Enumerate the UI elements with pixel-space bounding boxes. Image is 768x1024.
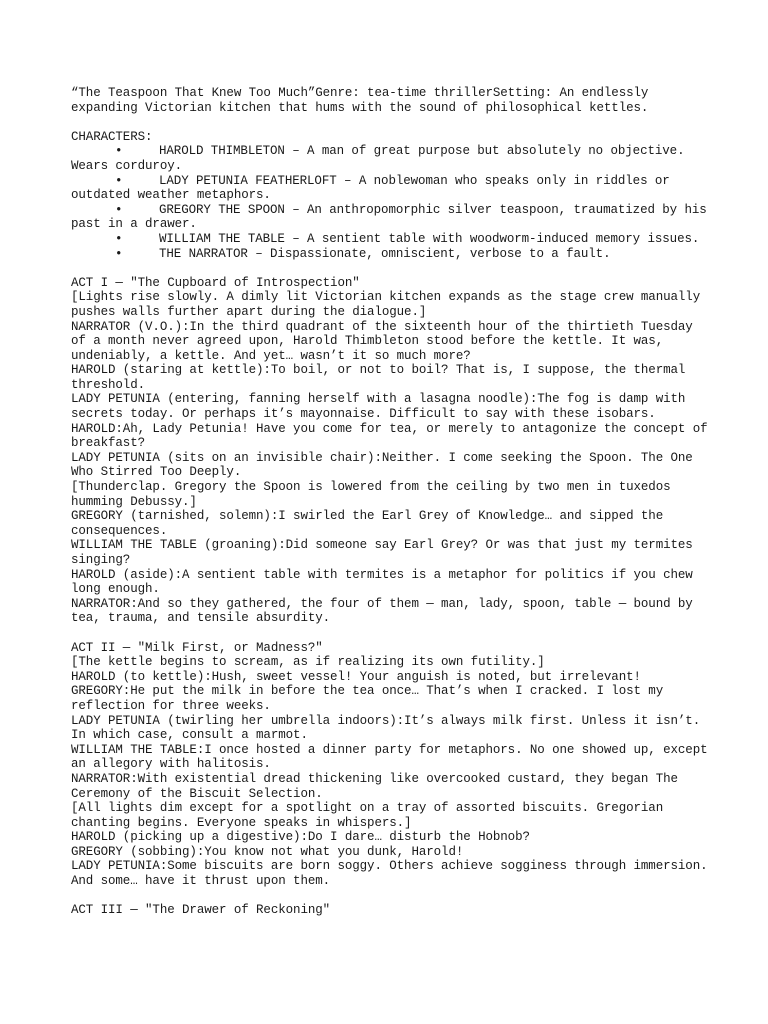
character-text: LADY PETUNIA FEATHERLOFT – A noblewoman who speaks only in riddles or outdated weather metaphors. — [71, 173, 670, 203]
character-item — [71, 203, 708, 232]
script-line: LADY PETUNIA (twirling her umbrella indoors):It’s always milk first. Unless it isn’t. In which case, consult a marmot. — [71, 713, 701, 743]
character-item — [71, 232, 708, 247]
script-line: LADY PETUNIA (entering, fanning herself with a lasagna noodle):The fog is damp with secrets today. Or perhaps it’s mayonnaise. Difficult to say with these isobars. — [71, 392, 686, 422]
script-line: NARRATOR (V.O.):In the third quadrant of the sixteenth hour of the thirtieth Tuesday of a month never agreed upon, Harold Thimbleton stood before the kettle. It was, undeniably, a kettle. And yet… wasn’t it so much more? — [71, 319, 693, 363]
script-line: WILLIAM THE TABLE (groaning):Did someone say Earl Grey? Or was that just my termites singing? — [71, 538, 693, 567]
character-text: GREGORY THE SPOON – An anthropomorphic silver teaspoon, traumatized by his past in a drawer. — [71, 202, 707, 232]
bullet-icon: • — [115, 246, 123, 261]
script-line: HAROLD:Ah, Lady Petunia! Have you come for tea, or merely to antagonize the concept of breakfast? — [71, 421, 708, 451]
script-line: GREGORY (sobbing):You know not what you dunk, Harold! — [71, 844, 464, 859]
script-line: [All lights dim except for a spotlight on a tray of assorted biscuits. Gregorian chanting begins. Everyone speaks in whispers.] — [71, 801, 664, 830]
script-line: [Thunderclap. Gregory the Spoon is lowered from the ceiling by two men in tuxedos humming Debussy.] — [71, 480, 671, 509]
bullet-icon: • — [115, 231, 123, 246]
script-line: NARRATOR:And so they gathered, the four of them — man, lady, spoon, table — bound by tea, trauma, and tensile absurdity. — [71, 596, 693, 626]
spacer — [71, 261, 708, 276]
script-line: LADY PETUNIA (sits on an invisible chair):Neither. I come seeking the Spoon. The One Who Stirred Too Deeply. — [71, 450, 693, 480]
script-line: [Lights rise slowly. A dimly lit Victorian kitchen expands as the stage crew manually pushes walls further apart during the dialogue.] — [71, 290, 701, 319]
character-text: THE NARRATOR – Dispassionate, omniscient, verbose to a fault. — [159, 246, 611, 261]
spacer — [71, 889, 708, 904]
character-text: HAROLD THIMBLETON – A man of great purpose but absolutely no objective. Wears corduroy. — [71, 144, 685, 173]
character-item — [71, 174, 708, 203]
character-item — [71, 144, 708, 173]
script-line: HAROLD (staring at kettle):To boil, or not to boil? That is, I suppose, the thermal threshold. — [71, 363, 686, 392]
character-text: WILLIAM THE TABLE – A sentient table with woodworm-induced memory issues. — [159, 231, 700, 246]
characters-heading: CHARACTERS: — [71, 129, 153, 144]
script-line: WILLIAM THE TABLE:I once hosted a dinner party for metaphors. No one showed up, except an allegory with halitosis. — [71, 742, 708, 772]
bullet-icon: • — [115, 144, 123, 159]
character-item — [71, 247, 708, 262]
act-2-title: ACT II — "Milk First, or Madness?" — [71, 640, 323, 655]
bullet-icon: • — [115, 173, 123, 188]
script-line: HAROLD (aside):A sentient table with termites is a metaphor for politics if you chew long enough. — [71, 567, 693, 597]
script-line: HAROLD (picking up a digestive):Do I dare… disturb the Hobnob? — [71, 830, 530, 845]
act-1-title: ACT I — "The Cupboard of Introspection" — [71, 275, 360, 290]
spacer — [71, 626, 708, 641]
spacer — [71, 115, 708, 130]
bullet-icon: • — [115, 202, 123, 217]
script-line: GREGORY:He put the milk in before the tea once… That’s when I cracked. I lost my reflection for three weeks. — [71, 684, 664, 713]
title-genre-setting: “The Teaspoon That Knew Too Much”Genre: tea-time thrillerSetting: An endlessly expanding Victorian kitchen that hums with the sound of philosophical kettles. — [71, 86, 649, 115]
script-line: LADY PETUNIA:Some biscuits are born soggy. Others achieve sogginess through immersion. And some… have it thrust upon them. — [71, 859, 708, 889]
script-line: GREGORY (tarnished, solemn):I swirled the Earl Grey of Knowledge… and sipped the consequences. — [71, 509, 664, 538]
script-line: HAROLD (to kettle):Hush, sweet vessel! Your anguish is noted, but irrelevant! — [71, 669, 641, 684]
act-3-title: ACT III — "The Drawer of Reckoning" — [71, 903, 331, 918]
script-line: [The kettle begins to scream, as if realizing its own futility.] — [71, 655, 545, 670]
script-line: NARRATOR:With existential dread thickening like overcooked custard, they began The Ceremony of the Biscuit Selection. — [71, 771, 678, 801]
characters-list — [71, 144, 708, 261]
